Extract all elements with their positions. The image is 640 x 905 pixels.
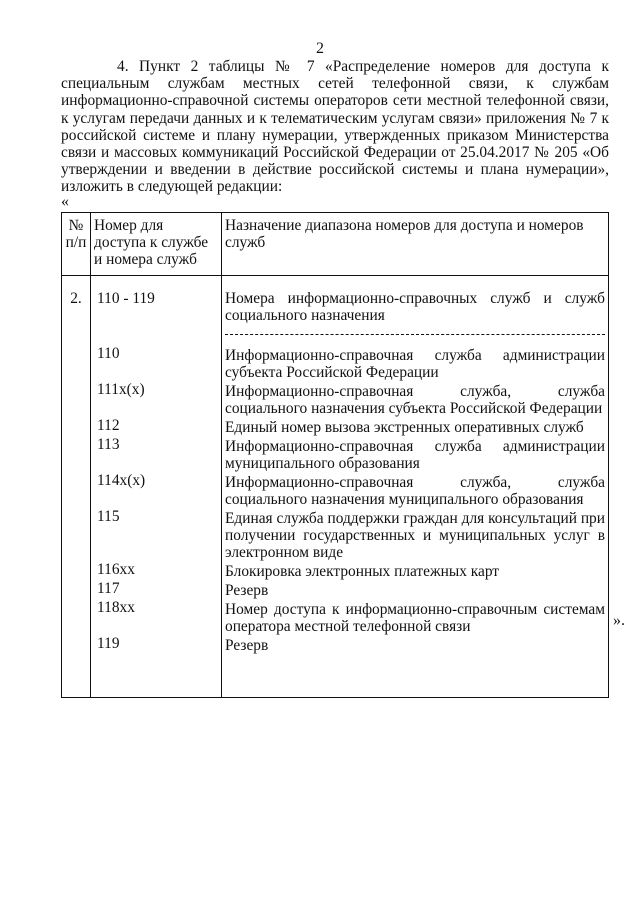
service-description: Резерв bbox=[225, 582, 269, 599]
service-description: Информационно-справочная служба администрации субъекта Российской Федерации bbox=[225, 347, 605, 381]
header-code: Номер для доступа к службе и номера служб bbox=[91, 213, 222, 276]
service-description: Номер доступа к информационно-справочным системам оператора местной телефонной связи bbox=[225, 601, 605, 635]
service-description: Информационно-справочная служба, служба социального назначения муниципального образования bbox=[225, 474, 605, 508]
service-description: Блокировка электронных платежных карт bbox=[225, 563, 500, 580]
service-description: Единая служба поддержки граждан для консультаций при получении государственных и муниципальных услуг в электронном виде bbox=[225, 510, 605, 561]
dashed-separator bbox=[225, 334, 605, 335]
service-description: Информационно-справочная служба, служба социального назначения субъекта Российской Федерации bbox=[225, 383, 605, 417]
range-code: 110 - 119 bbox=[97, 290, 155, 307]
page-number: 2 bbox=[316, 40, 324, 57]
table-row bbox=[62, 276, 609, 698]
service-code: 116xx bbox=[97, 561, 135, 578]
open-quote: « bbox=[61, 193, 69, 210]
service-description: Резерв bbox=[225, 637, 269, 654]
amendment-paragraph: 4. Пункт 2 таблицы № 7 «Распределение номеров для доступа к специальным службам местных сетей телефонной связи, к службам информационно-справочной системы операторов сети местной телефонной связи, к услугам передачи данных и к телематическим услугам связи» приложения № 7 к российской системе и плану нумерации, утвержденных приказом Министерства связи и массовых коммуникаций Российской Федерации от 25.04.2017 № 205 «Об утверждении и введении в действие российской системы и плана нумерации», изложить в следующей редакции: bbox=[61, 58, 609, 196]
service-code: 115 bbox=[97, 508, 120, 525]
descriptions-list bbox=[225, 347, 605, 654]
codes-list bbox=[97, 345, 218, 652]
service-description: Единый номер вызова экстренных оперативных служб bbox=[225, 419, 584, 436]
close-quote: ». bbox=[613, 612, 625, 629]
numbering-table bbox=[61, 212, 609, 698]
code-spacer bbox=[97, 309, 218, 345]
service-description: Информационно-справочная служба администрации муниципального образования bbox=[225, 438, 605, 472]
row-number: 2. bbox=[62, 276, 91, 698]
descriptions-cell bbox=[222, 276, 609, 698]
range-description: Номера информационно-справочных служб и служб социального назначения bbox=[225, 290, 605, 324]
header-purpose: Назначение диапазона номеров для доступа и номеров служб bbox=[222, 213, 609, 276]
service-code: 112 bbox=[97, 417, 120, 434]
service-code: 117 bbox=[97, 580, 120, 597]
service-code: 114x(x) bbox=[97, 472, 146, 489]
service-code: 111x(x) bbox=[97, 381, 145, 398]
service-code: 118xx bbox=[97, 599, 135, 616]
table-header-row bbox=[62, 213, 609, 276]
service-code: 110 bbox=[97, 345, 120, 362]
service-code: 119 bbox=[97, 635, 120, 652]
service-code: 113 bbox=[97, 436, 120, 453]
header-number: № п/п bbox=[62, 213, 91, 276]
codes-cell bbox=[91, 276, 222, 698]
